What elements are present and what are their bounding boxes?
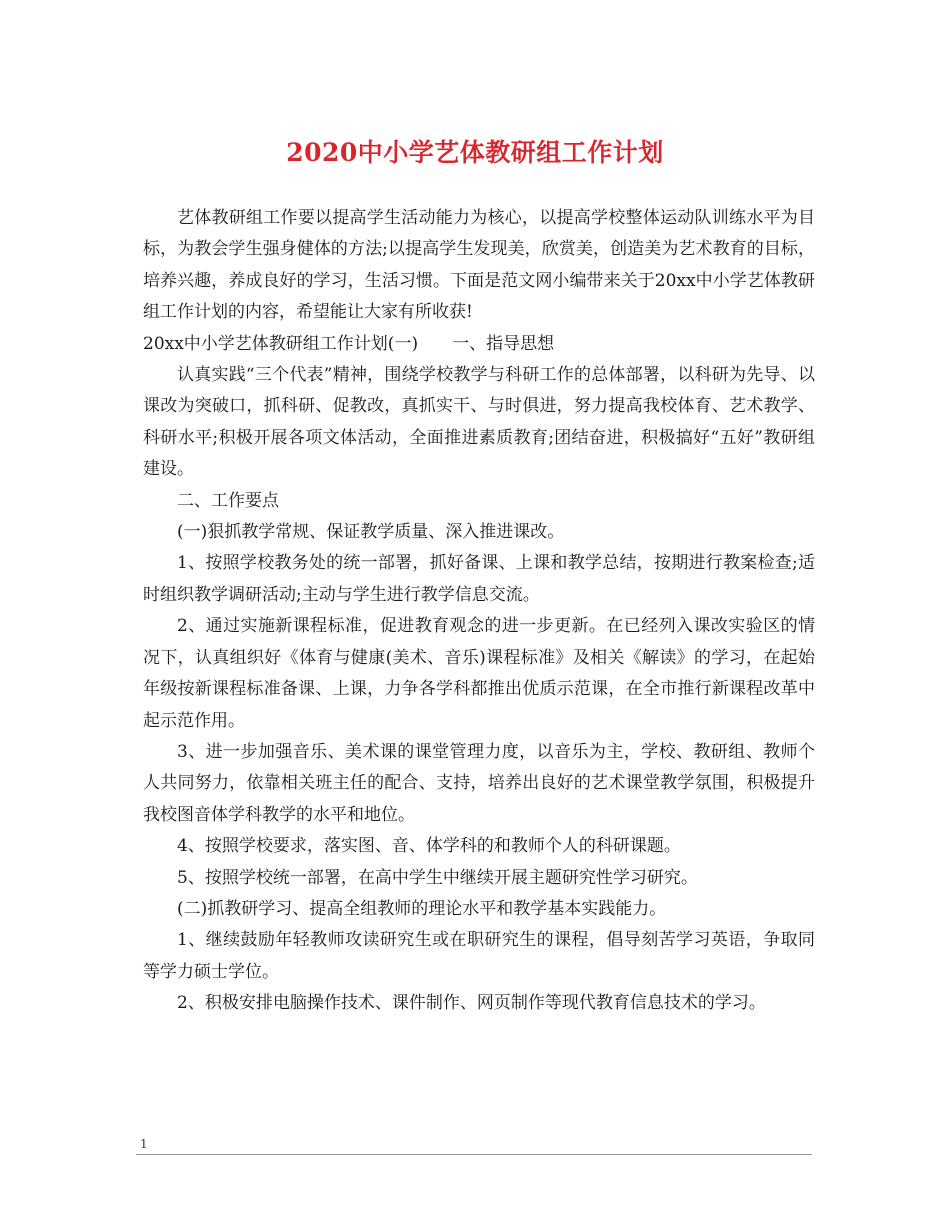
page-number: 1 [140, 1137, 148, 1151]
paragraph: 4、按照学校要求，落实图、音、体学科的和教师个人的科研课题。 [177, 836, 681, 857]
paragraph: 20xx中小学艺体教研组工作计划(一) 一、指导思想 [143, 333, 555, 354]
paragraph: 艺体教研组工作要以提高学生活动能力为核心，以提高学校整体运动队训练水平为目标，为教会学生强身健体的方法;以提高学生发现美，欣赏美，创造美为艺术教育的目标，培养兴趣，养成良好的学习，生活习惯。下面是范文网小编带来关于20xx中小学艺体教研组工作计划的内容，希望能让大家有所收获! [143, 208, 815, 323]
paragraph: 2、积极安排电脑操作技术、课件制作、网页制作等现代教育信息技术的学习。 [177, 993, 766, 1014]
paragraph: 1、按照学校教务处的统一部署，抓好备课、上课和教学总结，按期进行教案检查;适时组织教学调研活动;主动与学生进行教学信息交流。 [143, 553, 815, 605]
paragraph: 二、工作要点 [177, 490, 279, 511]
document-title: 2020中小学艺体教研组工作计划 [286, 138, 664, 167]
paragraph: 5、按照学校统一部署，在高中学生中继续开展主题研究性学习研究。 [177, 867, 698, 888]
paragraph: (一)狠抓教学常规、保证教学质量、深入推进课改。 [177, 522, 565, 543]
paragraph: 2、通过实施新课程标准，促进教育观念的进一步更新。在已经列入课改实验区的情况下，认真组织好《体育与健康(美术、音乐)课程标准》及相关《解读》的学习，在起始年级按新课程标准备课、上课，力争各学科都推出优质示范课，在全市推行新课程改革中起示范作用。 [143, 616, 815, 731]
document-body [143, 203, 815, 1020]
paragraph: (二)抓教研学习、提高全组教师的理论水平和教学基本实践能力。 [177, 898, 667, 919]
footer-divider [136, 1154, 812, 1155]
paragraph: 认真实践“三个代表”精神，围绕学校教学与科研工作的总体部署，以科研为先导、以课改为突破口，抓科研、促教改，真抓实干、与时俱进，努力提高我校体育、艺术教学、科研水平;积极开展各项文体活动，全面推进素质教育;团结奋进，积极搞好“五好”教研组建设。 [143, 365, 815, 480]
paragraph: 1、继续鼓励年轻教师攻读研究生或在职研究生的课程，倡导刻苦学习英语，争取同等学力硕士学位。 [143, 930, 815, 982]
paragraph: 3、进一步加强音乐、美术课的课堂管理力度，以音乐为主，学校、教研组、教师个人共同努力，依靠相关班主任的配合、支持，培养出良好的艺术课堂教学氛围，积极提升我校图音体学科教学的水平和地位。 [143, 741, 815, 825]
